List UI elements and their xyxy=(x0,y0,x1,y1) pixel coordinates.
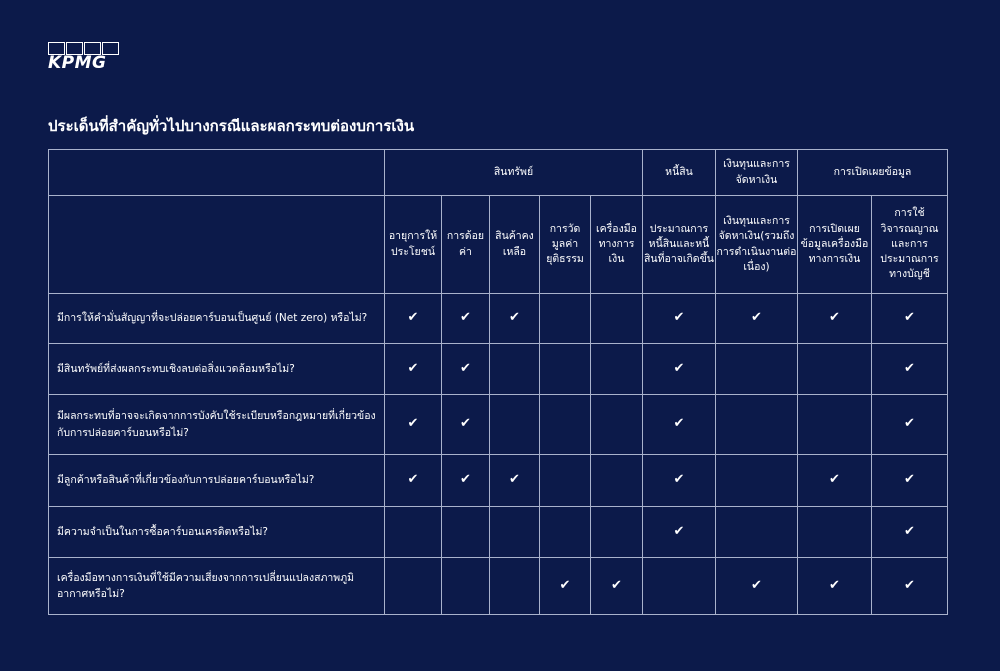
column-header-inventory: สินค้าคงเหลือ xyxy=(490,196,540,294)
check-cell xyxy=(798,395,872,455)
check-cell: ✔ xyxy=(798,558,872,615)
column-header-fair-value: การวัดมูลค่ายุติธรรม xyxy=(540,196,591,294)
check-cell xyxy=(591,395,643,455)
page-title: ประเด็นที่สำคัญทั่วไปบางกรณีและผลกระทบต่องบการเงิน xyxy=(48,117,415,135)
table-row xyxy=(49,395,948,455)
check-cell: ✔ xyxy=(643,294,716,344)
check-cell xyxy=(490,558,540,615)
group-header-assets: สินทรัพย์ xyxy=(385,150,643,196)
check-cell: ✔ xyxy=(643,395,716,455)
check-cell xyxy=(540,294,591,344)
table-row xyxy=(49,455,948,507)
check-cell: ✔ xyxy=(385,395,442,455)
check-cell xyxy=(540,507,591,558)
corner-cell xyxy=(49,150,385,196)
check-cell xyxy=(385,507,442,558)
table-row xyxy=(49,558,948,615)
check-cell xyxy=(540,455,591,507)
check-cell: ✔ xyxy=(490,455,540,507)
check-cell xyxy=(591,455,643,507)
column-header-going-concern: เงินทุนและการจัดหาเงิน(รวมถึงการดำเนินงานต่อเนื่อง) xyxy=(716,196,798,294)
check-cell: ✔ xyxy=(442,294,490,344)
group-header-disclosure: การเปิดเผยข้อมูล xyxy=(798,150,948,196)
check-cell: ✔ xyxy=(716,294,798,344)
check-cell xyxy=(591,344,643,395)
check-cell xyxy=(591,294,643,344)
check-cell xyxy=(798,507,872,558)
check-cell: ✔ xyxy=(385,294,442,344)
check-cell: ✔ xyxy=(872,507,948,558)
check-cell: ✔ xyxy=(872,395,948,455)
check-cell xyxy=(490,344,540,395)
check-cell: ✔ xyxy=(716,558,798,615)
column-header-row xyxy=(49,196,948,294)
check-cell: ✔ xyxy=(643,344,716,395)
check-cell: ✔ xyxy=(643,507,716,558)
question-cell: เครื่องมือทางการเงินที่ใช้มีความเสี่ยงจากการเปลี่ยนแปลงสภาพภูมิอากาศหรือไม่? xyxy=(49,558,385,615)
column-header-provisions: ประมาณการหนี้สินและหนี้สินที่อาจเกิดขึ้น xyxy=(643,196,716,294)
impact-matrix-table xyxy=(48,149,948,615)
check-cell xyxy=(540,344,591,395)
column-header-impairment: การด้อยค่า xyxy=(442,196,490,294)
check-cell: ✔ xyxy=(798,455,872,507)
check-cell xyxy=(591,507,643,558)
logo-text: KPMG xyxy=(48,53,107,73)
check-cell xyxy=(716,455,798,507)
check-cell: ✔ xyxy=(442,395,490,455)
check-cell xyxy=(716,507,798,558)
check-cell: ✔ xyxy=(872,294,948,344)
group-header-liabilities: หนี้สิน xyxy=(643,150,716,196)
check-cell xyxy=(716,395,798,455)
check-cell: ✔ xyxy=(872,558,948,615)
check-cell xyxy=(442,507,490,558)
check-cell xyxy=(490,507,540,558)
table-row xyxy=(49,507,948,558)
column-header-useful-life: อายุการให้ประโยชน์ xyxy=(385,196,442,294)
check-cell xyxy=(643,558,716,615)
question-cell: มีลูกค้าหรือสินค้าที่เกี่ยวข้องกับการปล่อยคาร์บอนหรือไม่? xyxy=(49,455,385,507)
column-header-financial-instruments: เครื่องมือทางการเงิน xyxy=(591,196,643,294)
check-cell xyxy=(490,395,540,455)
column-header-fi-disclosure: การเปิดเผยข้อมูลเครื่องมือทางการเงิน xyxy=(798,196,872,294)
group-header-funding: เงินทุนและการจัดหาเงิน xyxy=(716,150,798,196)
corner-cell xyxy=(49,196,385,294)
check-cell: ✔ xyxy=(643,455,716,507)
question-cell: มีความจำเป็นในการซื้อคาร์บอนเครดิตหรือไม่? xyxy=(49,507,385,558)
table-row xyxy=(49,344,948,395)
check-cell: ✔ xyxy=(872,455,948,507)
check-cell: ✔ xyxy=(490,294,540,344)
check-cell: ✔ xyxy=(798,294,872,344)
question-cell: มีผลกระทบที่อาจจะเกิดจากการบังคับใช้ระเบียบหรือกฎหมายที่เกี่ยวข้องกับการปล่อยคาร์บอนหรือไม่? xyxy=(49,395,385,455)
check-cell xyxy=(798,344,872,395)
column-header-judgements: การใช้วิจารณญาณและการประมาณการทางบัญชี xyxy=(872,196,948,294)
check-cell: ✔ xyxy=(442,344,490,395)
kpmg-logo xyxy=(48,42,120,72)
check-cell: ✔ xyxy=(385,344,442,395)
check-cell: ✔ xyxy=(591,558,643,615)
check-cell xyxy=(716,344,798,395)
question-cell: มีสินทรัพย์ที่ส่งผลกระทบเชิงลบต่อสิ่งแวดล้อมหรือไม่? xyxy=(49,344,385,395)
check-cell: ✔ xyxy=(872,344,948,395)
group-header-row xyxy=(49,150,948,196)
check-cell: ✔ xyxy=(540,558,591,615)
table-row xyxy=(49,294,948,344)
check-cell xyxy=(442,558,490,615)
check-cell xyxy=(540,395,591,455)
check-cell: ✔ xyxy=(385,455,442,507)
question-cell: มีการให้คำมั่นสัญญาที่จะปล่อยคาร์บอนเป็นศูนย์ (Net zero) หรือไม่? xyxy=(49,294,385,344)
check-cell xyxy=(385,558,442,615)
check-cell: ✔ xyxy=(442,455,490,507)
